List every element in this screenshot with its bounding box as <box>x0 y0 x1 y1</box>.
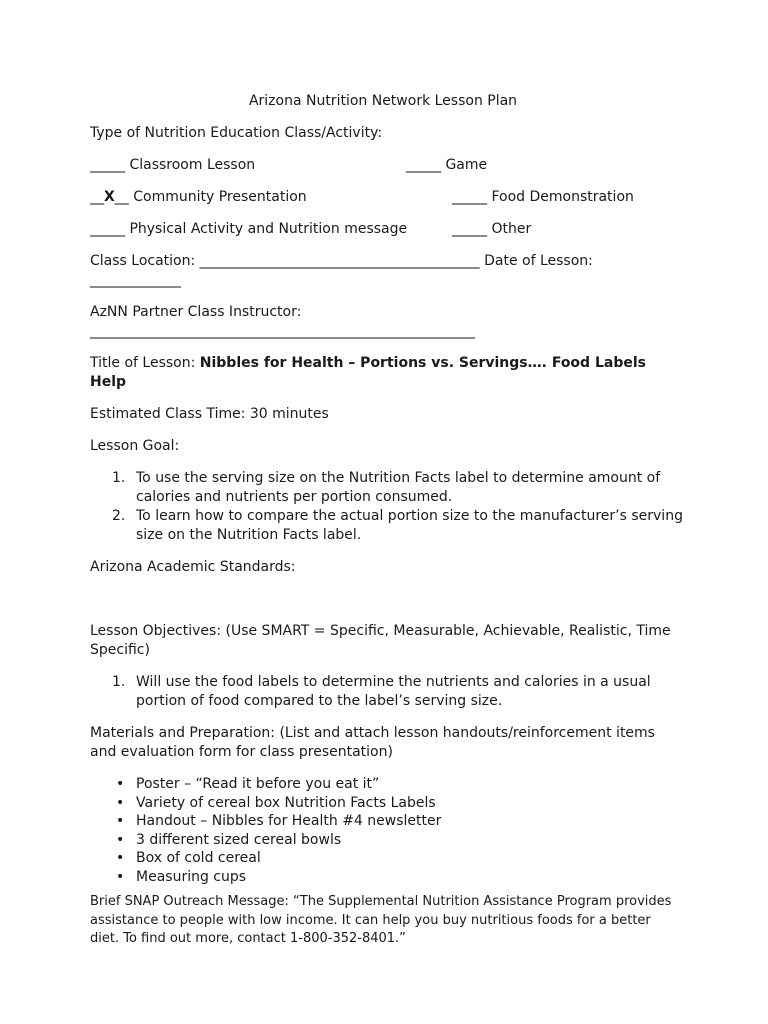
objectives-label: Lesson Objectives: (Use SMART = Specific, Measurable, Achievable, Realistic, Time Specific) <box>90 623 671 658</box>
materials-list <box>90 775 690 886</box>
option-other: _____ Other <box>452 221 532 237</box>
list-item: • Box of cold cereal <box>116 850 261 866</box>
snap-outreach-message: Brief SNAP Outreach Message: “The Supplemental Nutrition Assistance Program provides assistance to people with low income. It can help you buy nutritious foods for a better diet. To find out more, contact 1-800-352-8401.” <box>90 894 672 946</box>
list-item: • Variety of cereal box Nutrition Facts Labels <box>116 794 436 811</box>
instructor-block <box>90 303 690 341</box>
bullet-icon: • <box>116 850 125 866</box>
materials-label: Materials and Preparation: (List and attach lesson handouts/reinforcement items and evaluation form for class presentation) <box>90 725 655 760</box>
bullet-icon: • <box>116 831 125 848</box>
option-classroom-lesson: _____ Classroom Lesson <box>90 157 256 173</box>
class-time: Estimated Class Time: 30 minutes <box>90 406 329 422</box>
list-item: • Poster – “Read it before you eat it” <box>116 776 380 792</box>
academic-standards-label: Arizona Academic Standards: <box>90 559 296 575</box>
bullet-icon: • <box>116 868 125 885</box>
document-title: Arizona Nutrition Network Lesson Plan <box>248 93 518 109</box>
list-item: 2. To learn how to compare the actual portion size to the manufacturer’s serving size on the Nutrition Facts label. <box>112 508 683 543</box>
lesson-title-value: Nibbles for Health – Portions vs. Servings…. Food Labels Help <box>90 355 646 390</box>
class-type-row-1 <box>90 156 690 175</box>
lesson-title <box>90 354 670 392</box>
class-type-row-2 <box>90 188 690 207</box>
lesson-goal-list <box>90 469 690 545</box>
list-item: 1. Will use the food labels to determine the nutrients and calories in a usual portion of food compared to the label’s serving size. <box>112 674 651 709</box>
instructor-label: AzNN Partner Class Instructor: <box>90 304 302 320</box>
instructor-line: _______________________________________________________ <box>90 323 475 339</box>
document-page <box>90 92 690 949</box>
class-location-line-continued: _____________ <box>90 272 181 288</box>
class-type-row-3 <box>90 220 690 239</box>
lesson-title-label: Title of Lesson: <box>90 355 200 371</box>
class-location-line: Class Location: ________________________________________ Date of Lesson: <box>90 253 593 269</box>
bullet-icon: • <box>116 794 125 811</box>
option-physical-activity: _____ Physical Activity and Nutrition message <box>90 221 408 237</box>
list-item: • Handout – Nibbles for Health #4 newsletter <box>116 813 442 829</box>
objectives-list <box>90 673 690 711</box>
class-location-block <box>90 252 690 290</box>
list-item: 1. To use the serving size on the Nutrition Facts label to determine amount of calories and nutrients per portion consumed. <box>112 470 661 505</box>
class-type-label: Type of Nutrition Education Class/Activity: <box>90 125 383 141</box>
bullet-icon: • <box>116 813 125 829</box>
lesson-goal-label: Lesson Goal: <box>90 438 180 454</box>
option-game: _____ Game <box>406 157 488 173</box>
list-item: • 3 different sized cereal bowls <box>116 831 342 848</box>
option-food-demonstration: _____ Food Demonstration <box>452 189 634 205</box>
bullet-icon: • <box>116 776 125 792</box>
option-community-presentation: __X__ Community Presentation <box>90 189 307 205</box>
list-item: • Measuring cups <box>116 868 247 885</box>
